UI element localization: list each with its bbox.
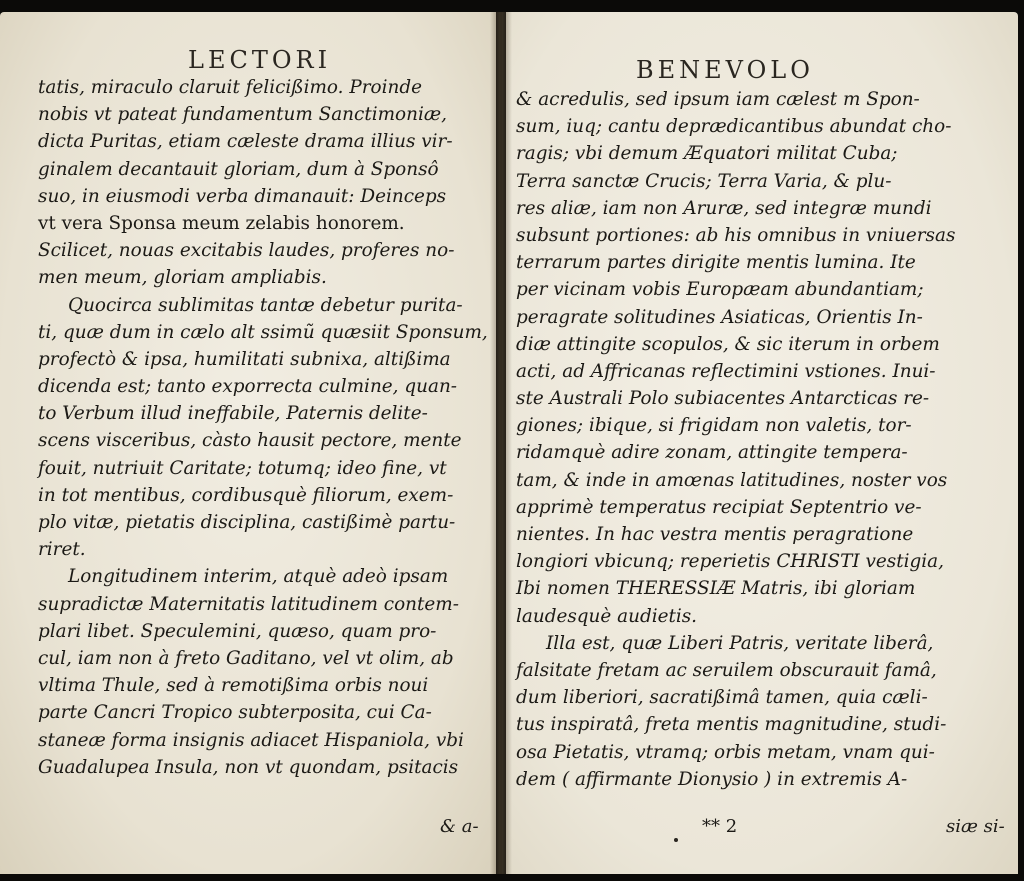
right-running-head: BENEVOLO bbox=[636, 56, 814, 84]
text-line: Guadalupea Insula, non vt quondam, psitacis bbox=[38, 756, 459, 778]
text-line: ragis; vbi demum Æquatori militat Cuba; bbox=[516, 143, 898, 165]
text-line: res aliæ, iam non Aruræ, sed integræ mundi bbox=[516, 197, 932, 219]
text-line: dem ( affirmante Dionysio ) in extremis A- bbox=[516, 768, 908, 790]
text-line: staneæ forma insignis adiacet Hispaniola, vbi bbox=[38, 729, 464, 751]
text-line: apprimè temperatus recipiat Septentrio ve- bbox=[516, 496, 922, 518]
text-line: diæ attingite scopulos, & sic iterum in orbem bbox=[516, 333, 940, 355]
text-line: dicta Puritas, etiam cæleste drama illius vir- bbox=[38, 131, 453, 153]
text-line: ti, quæ dum in cælo alt ssimũ quæsiit Sponsum, bbox=[38, 321, 488, 343]
signature-mark: ** 2 bbox=[702, 816, 738, 837]
text-line: Longitudinem interim, atquè adeò ipsam bbox=[68, 566, 449, 588]
text-line: osa Pietatis, vtramq; orbis metam, vnam qui- bbox=[516, 741, 935, 763]
text-line: plari libet. Speculemini, quæso, quam pro- bbox=[38, 620, 437, 642]
text-line: riret. bbox=[38, 539, 86, 561]
text-line: supradictæ Maternitatis latitudinem contem- bbox=[38, 593, 459, 615]
text-line: falsitate fretam ac seruilem obscurauit famâ, bbox=[516, 659, 937, 681]
text-line: Illa est, quæ Liberi Patris, veritate liberâ, bbox=[546, 632, 934, 654]
text-line: & acredulis, sed ipsum iam cælest m Spon- bbox=[516, 89, 920, 110]
text-line: Terra sanctæ Crucis; Terra Varia, & plu- bbox=[516, 170, 892, 192]
text-line: parte Cancri Tropico subterposita, cui Ca- bbox=[38, 702, 432, 724]
left-catchword: & a- bbox=[440, 816, 479, 837]
text-line: vltima Thule, sed à remotißima orbis noui bbox=[38, 675, 429, 697]
text-line: nientes. In hac vestra mentis peragratione bbox=[516, 524, 914, 545]
text-line: sum, iuq; cantu deprædicantibus abundat cho- bbox=[516, 116, 952, 138]
text-line: Scilicet, nouas excitabis laudes, proferes no- bbox=[38, 240, 455, 262]
text-line: Quocirca sublimitas tantæ debetur purita- bbox=[68, 294, 463, 316]
text-line: to Verbum illud ineffabile, Paternis delite- bbox=[38, 403, 428, 425]
text-line: ginalem decantauit gloriam, dum à Sponsô bbox=[38, 158, 439, 180]
left-page bbox=[0, 12, 496, 874]
text-line: plo vitæ, pietatis disciplina, castißimè partu- bbox=[38, 512, 456, 533]
text-line: per vicinam vobis Europæam abundantiam; bbox=[516, 279, 924, 301]
text-line: tatis, miraculo claruit felicißimo. Proinde bbox=[38, 77, 422, 98]
text-line: ridamquè adire zonam, attingite tempera- bbox=[516, 442, 908, 464]
text-line: giones; ibique, si frigidam non valetis, tor- bbox=[516, 415, 912, 437]
text-line: cul, iam non à freto Gaditano, vel vt olim, ab bbox=[38, 647, 454, 669]
left-running-head: LECTORI bbox=[188, 46, 332, 74]
text-line: profectò & ipsa, humilitati subnixa, altißima bbox=[38, 348, 451, 370]
right-page bbox=[506, 12, 1018, 874]
left-text-block bbox=[38, 74, 488, 781]
text-line: dicenda est; tanto exporrecta culmine, quan- bbox=[38, 376, 457, 398]
text-line: suo, in eiusmodi verba dimanauit: Deinceps bbox=[38, 185, 447, 207]
right-text-block bbox=[516, 86, 955, 793]
text-line: nobis vt pateat fundamentum Sanctimoniæ, bbox=[38, 104, 447, 126]
text-line: men meum, gloriam ampliabis. bbox=[38, 267, 327, 289]
text-line: peragrate solitudines Asiaticas, Orientis In- bbox=[516, 306, 923, 328]
text-line: fouit, nutriuit Caritate; totumq; ideo fine, vt bbox=[38, 457, 447, 479]
text-line: Ibi nomen THERESSIÆ Matris, ibi gloriam bbox=[516, 578, 916, 600]
text-line: laudesquè audietis. bbox=[516, 605, 698, 627]
text-line: in tot mentibus, cordibusquè filiorum, exem- bbox=[38, 484, 454, 506]
text-line: scens visceribus, càsto hausit pectore, mente bbox=[38, 430, 462, 452]
text-line: tus inspiratâ, freta mentis magnitudine, studi- bbox=[516, 714, 947, 736]
right-catchword: siæ si- bbox=[946, 816, 1005, 837]
text-line: dum liberiori, sacratißimâ tamen, quia cæli- bbox=[516, 687, 928, 709]
text-line: subsunt portiones: ab his omnibus in vniuersas bbox=[516, 224, 956, 246]
text-line: ste Australi Polo subiacentes Antarcticas re- bbox=[516, 388, 930, 410]
printer-mark bbox=[674, 838, 678, 842]
text-line: tam, & inde in amœnas latitudines, noster vos bbox=[516, 469, 948, 491]
text-line: vt vera Sponsa meum zelabis honorem. bbox=[38, 212, 405, 234]
text-line: longiori vbicunq; reperietis CHRISTI vestigia, bbox=[516, 551, 944, 573]
book-gutter bbox=[490, 12, 512, 874]
text-line: acti, ad Affricanas reflectimini vstiones. Inui- bbox=[516, 360, 936, 382]
text-line: terrarum partes dirigite mentis lumina. Ite bbox=[516, 252, 916, 274]
